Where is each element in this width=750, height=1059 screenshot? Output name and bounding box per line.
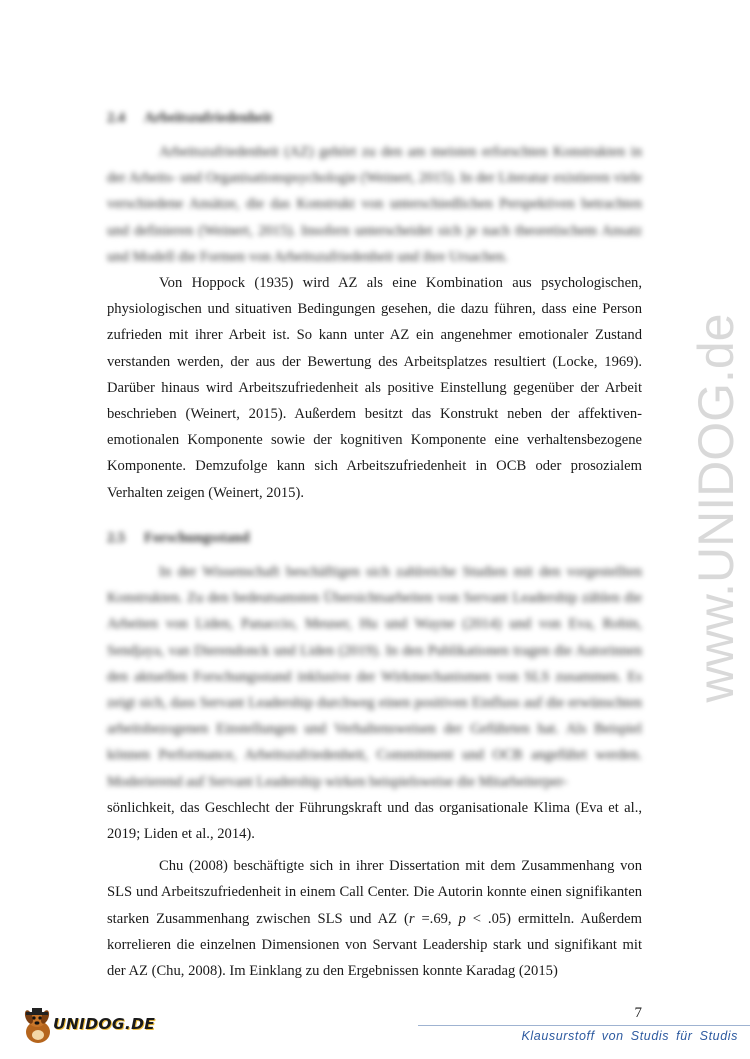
section-title: Forschungsstand (144, 530, 250, 546)
paragraph-text: =.69, (414, 910, 459, 927)
unidog-logo[interactable] (20, 1004, 160, 1048)
section-2-5 (107, 528, 642, 984)
footer-tagline: Klausurstoff von Studis für Studis (521, 1029, 738, 1043)
paragraph (107, 853, 642, 984)
stat-symbol-r: r (408, 910, 415, 927)
paragraph-text: Chu (2008) beschäftigte sich in ihrer Dissertation mit dem Zusammenhang von SLS und Arbeitszufriedenheit in einem Call Center. Die Autorin konnte einen signifikanten starken Zusammenhang zwischen SLS und AZ ( (107, 858, 642, 927)
stat-symbol-p: p (458, 910, 466, 927)
watermark (686, 278, 746, 738)
paragraph-continuation: sönlichkeit, das Geschlecht der Führungskraft und das organisationale Klima (Eva et al., 2019; Liden et al., 2014). (107, 799, 642, 843)
footer-divider (418, 1025, 750, 1026)
paragraph-text: < .05) ermitteln. Außerdem korrelieren die einzelnen Dimensionen von Servant Leadership stark und signifikant mit der AZ (Chu, 2008). Im Einklang zu den Ergebnissen konnte Karadag (2015) (107, 910, 643, 980)
dog-mascot-icon (20, 1006, 56, 1046)
section-title: Arbeitszufriedenheit (144, 110, 273, 126)
watermark-text: www.UNIDOG.de (688, 313, 744, 703)
section-heading (107, 108, 642, 128)
page-number: 7 (634, 1005, 642, 1021)
paragraph-blurred: Arbeitszufriedenheit (AZ) gehört zu den am meisten erforschten Konstrukten in der Arbeits- und Organisationspsychologie (Weinert, 2015). In der Literatur existieren viele verschiedene Ansätze, die das Konstrukt von unterschiedlichen Perspektiven betrachten und definieren (Weinert, 2015). Insofern unterscheidet sich je nach theoretischem Ansatz und Modell die Formen von Arbeitszufriedenheit und ihre Ursachen. (107, 144, 642, 265)
logo-text: UNIDOG.DE (53, 1015, 156, 1033)
section-2-4 (107, 108, 642, 506)
section-number: 2.4 (107, 110, 126, 126)
section-heading (107, 528, 642, 548)
section-number: 2.5 (107, 530, 126, 546)
paragraph: Von Hoppock (1935) wird AZ als eine Kombination aus psychologischen, physiologischen und situativen Bedingungen gesehen, die dazu führen, dass eine Person zufrieden mit ihrer Arbeit ist. So kann unter AZ ein angenehmer emotionaler Zustand verstanden werden, der aus der Bewertung des Arbeitsplatzes resultiert (Locke, 1969). Darüber hinaus wird Arbeitszufriedenheit als positive Einstellung gegenüber der Arbeit beschrieben (Weinert, 2015). Außerdem besitzt das Konstrukt neben der affektiven-emotionalen Komponente sowie der kognitiven Komponente eine verhaltensbezogene Komponente. Demzufolge kann sich Arbeitszufriedenheit in OCB oder prosozialem Verhalten zeigen (Weinert, 2015). (107, 275, 642, 501)
paragraph-blurred: In der Wissenschaft beschäftigen sich zahlreiche Studien mit den vorgestellten Konstrukten. Zu den bedeutsamsten Übersichtsarbeiten von Servant Leadership zählen die Arbeiten von Liden, Panaccio, Meuser, Hu und Wayne (2014) und von Eva, Robin, Sendjaya, van Dierendonck und Liden (2019). In den Publikationen tragen die Autorinnen den aktuellen Forschungsstand inklusive der Wirkmechanismen von SLS zusammen. Es zeigt sich, dass Servant Leadership durchweg einen positiven Einfluss auf die erwünschten arbeitsbezogenen Einstellungen und Verhaltensweisen der Geführten hat. Als Beispiel können Performance, Arbeitszufriedenheit, Commitment und OCB angeführt werden. Moderierend auf Servant Leadership wirken beispielsweise die Mitarbeiterper- (107, 564, 642, 790)
